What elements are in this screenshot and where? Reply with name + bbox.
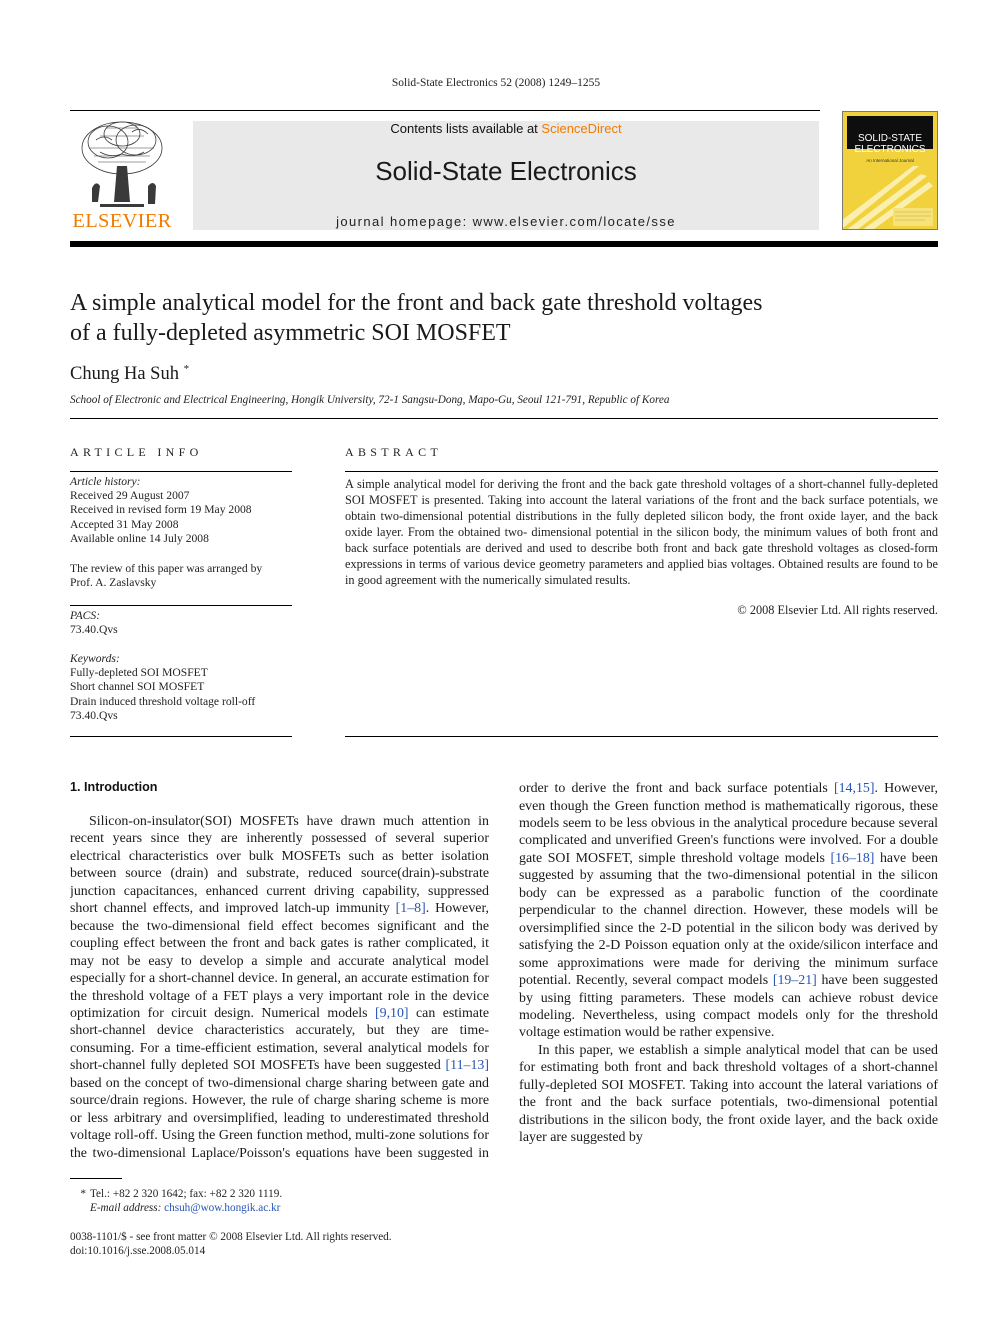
citation-link[interactable]: [16–18] — [830, 850, 875, 866]
history-label: Article history: — [70, 475, 141, 488]
review-note — [70, 562, 292, 590]
cover-title-line1: SOLID-STATE — [857, 133, 923, 144]
history-received: Received 29 August 2007 — [70, 489, 190, 503]
citation-link[interactable]: [1–8] — [395, 901, 426, 917]
body-flow-continuation — [519, 780, 938, 1147]
intro-paragraph-1 — [70, 813, 489, 1162]
citation-link[interactable]: [11–13] — [445, 1058, 489, 1074]
author-name[interactable]: Chung Ha Suh — [70, 364, 179, 384]
article-info-bottom-rule — [70, 736, 292, 737]
journal-cover[interactable] — [842, 111, 938, 230]
tree-icon — [70, 118, 174, 210]
keyword-item: Fully-depleted SOI MOSFET — [70, 666, 208, 680]
top-rule — [70, 110, 820, 111]
intro-paragraph-1-continued — [519, 780, 938, 1042]
abstract-text: A simple analytical model for deriving the front and the back gate threshold voltages of a short-channel fully-depleted SOI MOSFET is presented. Taking into account the lateral variations of the front and the back surface potentials, we obtain two-dimensional potential distributions in the fully depleted silicon body, the front oxide layer, and the back oxide layer. From the obtained two- dimensional potential in the silicon body, the minimum values of both front and back surface potentials are derived and used to describe both front and back gate threshold voltages as closed-form expressions in terms of various device geometry parameters and applied bias voltages. Obtained results are found to be in good agreement with the numerically simulated results. — [345, 477, 938, 587]
intro-text: have been suggested by using fitting parameters. These models can achieve robust device modeling. Nevertheless, using compact models only for the threshold voltage estimation would be rather expensive. — [519, 973, 938, 1041]
email-label: E-mail address: — [90, 1202, 162, 1214]
history-accepted: Accepted 31 May 2008 — [70, 517, 179, 531]
journal-homepage[interactable]: journal homepage: www.elsevier.com/locate/sse — [336, 214, 676, 229]
abstract-heading: ABSTRACT — [345, 445, 443, 459]
abstract-bottom-rule — [345, 736, 938, 737]
footnote-email — [90, 1201, 489, 1215]
masthead-rule — [70, 241, 938, 247]
corresponding-author-mark[interactable]: * — [183, 363, 190, 375]
body-column-left — [70, 813, 489, 1162]
pacs-value: 73.40.Qvs — [70, 623, 118, 637]
abstract-rule — [345, 471, 938, 472]
intro-text: based on the concept of two-dimensional charge sharing between gate and source/drain regions. However, the rule of charge sharing scheme is more or less arbitrary and oversimplified, leading to underestimated threshold voltage roll-off. Using the Green function method, multi-zone solutions for the two-dimensional Laplace/Poisson's equations have been suggested in — [70, 1075, 489, 1161]
email-link[interactable]: chsuh@wow.hongik.ac.kr — [164, 1202, 281, 1214]
keywords-label: Keywords: — [70, 652, 120, 665]
history-online: Available online 14 July 2008 — [70, 531, 209, 545]
citation-link[interactable]: [14,15] — [833, 781, 875, 797]
keyword-item: Drain induced threshold voltage roll-off — [70, 694, 256, 708]
keyword-item: 73.40.Qvs — [70, 708, 118, 722]
intro-paragraph-2-continued: In this paper, we establish a simple analytical model that can be used for estimating both front and back threshold voltages of a short-channel fully-depleted SOI MOSFET. Taking into account the lateral variations of the front and the back surface potentials, two-dimensional potential distributions in the silicon body, the front oxide layer, and the back oxide layer are suggested by — [519, 1042, 938, 1146]
sciencedirect-link[interactable]: ScienceDirect — [541, 121, 622, 136]
pacs-label: PACS: — [70, 609, 101, 622]
intro-text: . However, even though the Green function method is mathematically rigorous, these models seem to be less obvious in the analytical procedure because several complicated and unverified Green's functions were involved. For a double gate SOI MOSFET, simple threshold voltage models — [519, 781, 938, 866]
intro-text: order to derive the front and back surface potentials — [519, 781, 828, 797]
affiliation: School of Electronic and Electrical Engineering, Hongik University, 72-1 Sangsu-Dong, Mapo-Gu, Seoul 121-791, Republic of Korea — [70, 394, 670, 406]
review-line-2: Prof. A. Zaslavsky — [70, 576, 157, 590]
article-title — [70, 289, 890, 348]
intro-text: Silicon-on-insulator(SOI) MOSFETs have drawn much attention in recent years since they are inherently possessed of several superior electrical characteristics over bulk MOSFETs such as better isolation between source (drain) and substrate, reduced source(drain)-substrate junction capacitances, enhanced current driving capability, suppressed short channel effects, and improved latch-up immunity — [70, 814, 489, 917]
keyword-item: Short channel SOI MOSFET — [70, 680, 205, 694]
article-history — [70, 475, 292, 546]
title-line-1: A simple analytical model for the front and back gate threshold voltages — [70, 290, 763, 316]
citation-link[interactable]: [9,10] — [375, 1005, 409, 1021]
doi-line[interactable]: doi:10.1016/j.sse.2008.05.014 — [70, 1245, 206, 1257]
intro-text: can estimate short-channel device characteristics accurately, but they are time-consuming. For a time-efficient estimation, several analytical models for short-channel fully depleted SOI MOSFETs have been suggested — [70, 1005, 489, 1074]
contents-prefix: Contents lists available at — [390, 121, 542, 136]
pacs-rule — [70, 605, 292, 606]
review-line-1: The review of this paper was arranged by — [70, 562, 263, 575]
footnote-tel: Tel.: +82 2 320 1642; fax: +82 2 320 1119. — [90, 1188, 283, 1200]
contents-line — [193, 121, 819, 136]
running-head: Solid-State Electronics 52 (2008) 1249–1255 — [391, 77, 601, 89]
abstract-copyright: © 2008 Elsevier Ltd. All rights reserved. — [737, 603, 938, 617]
section-heading-introduction: 1. Introduction — [70, 780, 158, 794]
cover-graphic — [843, 164, 938, 230]
footnote-contact — [70, 1187, 489, 1201]
journal-title: Solid-State Electronics — [375, 156, 637, 186]
footnote-mark: * — [80, 1188, 86, 1200]
citation-link[interactable]: [19–21] — [772, 973, 817, 989]
article-info-heading: ARTICLE INFO — [70, 445, 203, 459]
cover-subtitle: An International Journal — [866, 158, 914, 163]
footnote-rule — [70, 1178, 122, 1179]
cover-title-line2: ELECTRONICS — [854, 144, 926, 155]
publisher-name[interactable]: ELSEVIER — [72, 210, 172, 232]
body-column-right — [519, 780, 938, 1217]
intro-text: . However, because the two-dimensional field effect becomes significant and the coupling effect between the front and back gates is rather complicated, it may not be easy to develop a simple and accurate analytical model especially for a short-channel device. In general, an accurate estimation for the threshold voltage of a FET plays a very important role in the device optimization for circuit design. Numerical models — [70, 901, 489, 1021]
article-info-rule — [70, 471, 292, 472]
title-rule — [70, 418, 938, 419]
front-matter — [70, 1230, 489, 1258]
intro-text: have been suggested by assuming that the two-dimensional potential in the silicon body can be expressed as a parabolic function of the coordinate perpendicular to the channel direction. However, these models will be oversimplified since the 2-D potential in the silicon body was derived by satisfying the 2-D Poisson equation only at the oxide/silicon interface and some approximations were made for deriving the minimum surface potential. Recently, several compact models — [519, 850, 938, 989]
history-revised: Received in revised form 19 May 2008 — [70, 503, 252, 517]
pacs-block — [70, 609, 292, 637]
author — [70, 363, 189, 385]
title-line-2: of a fully-depleted asymmetric SOI MOSFET — [70, 319, 511, 346]
keywords-block — [70, 652, 292, 723]
issn-line: 0038-1101/$ - see front matter © 2008 Elsevier Ltd. All rights reserved. — [70, 1231, 392, 1243]
